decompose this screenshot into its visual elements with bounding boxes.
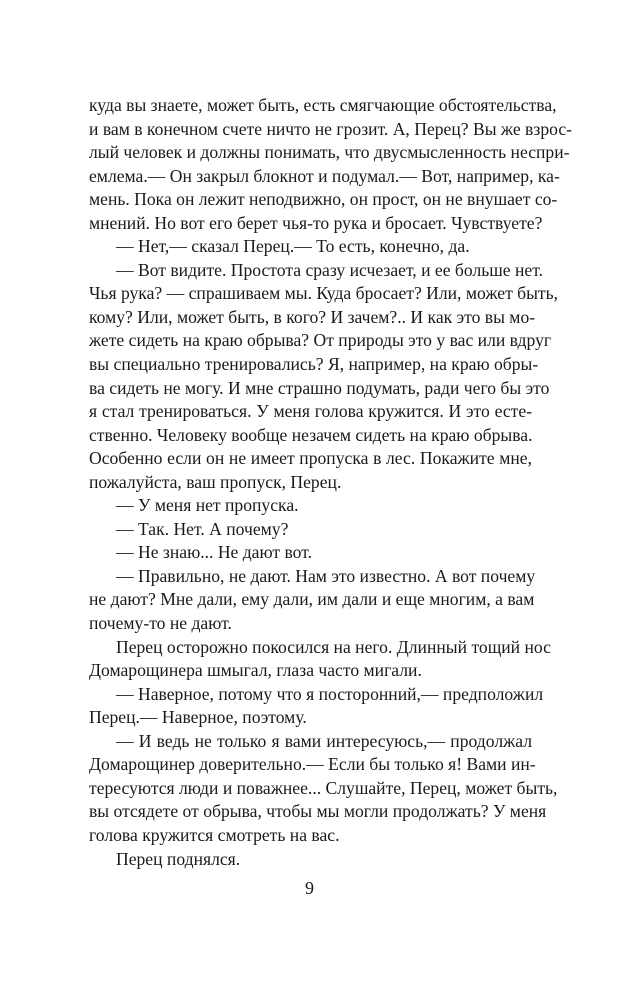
text-line: вы специально тренировались? Я, например, на краю обры- — [89, 354, 539, 375]
text-line: не дают? Мне дали, ему дали, им дали и еще многим, а вам — [89, 589, 535, 610]
text-line: и вам в конечном счете ничто не грозит. А, Перец? Вы же взрос- — [89, 118, 573, 139]
text-line: я стал тренироваться. У меня голова кружится. И это есте- — [89, 401, 532, 422]
text-line: вы отсядете от обрыва, чтобы мы могли продолжать? У меня — [89, 801, 547, 822]
page-number: 9 — [305, 878, 314, 898]
text-line: Особенно если он не имеет пропуска в лес. Покажите мне, — [89, 448, 532, 469]
text-line: тересуются люди и поважнее... Слушайте, Перец, может быть, — [89, 777, 558, 798]
text-line: Перец.— Наверное, поэтому. — [89, 707, 307, 728]
page-body — [89, 94, 573, 871]
text-line: Домарощинера шмыгал, глаза часто мигали. — [89, 660, 422, 681]
text-line: — И ведь не только я вами интересуюсь,— продолжал — [116, 730, 532, 751]
text-line: пожалуйста, ваш пропуск, Перец. — [89, 471, 342, 492]
text-line: Перец поднялся. — [116, 848, 241, 869]
text-line: — У меня нет пропуска. — [116, 495, 299, 516]
text-line: голова кружится смотреть на вас. — [89, 824, 340, 845]
text-line: куда вы знаете, может быть, есть смягчающие обстоятельства, — [89, 95, 557, 115]
text-line: — Вот видите. Простота сразу исчезает, и ее больше нет. — [116, 259, 543, 280]
text-line: Чья рука? — спрашиваем мы. Куда бросает? Или, может быть, — [89, 283, 559, 304]
text-line: ственно. Человеку вообще незачем сидеть на краю обрыва. — [89, 424, 533, 445]
text-line: — Наверное, потому что я посторонний,— предположил — [116, 683, 544, 704]
text-line: — Не знаю... Не дают вот. — [116, 542, 313, 563]
text-line: кому? Или, может быть, в кого? И зачем?.. И как это вы мо- — [89, 306, 536, 327]
text-line: ва сидеть не могу. И мне страшно подумать, ради чего бы это — [89, 377, 550, 398]
text-line: емлема.— Он закрыл блокнот и подумал.— Вот, например, ка- — [89, 165, 560, 186]
text-line: мень. Пока он лежит неподвижно, он прост, он не внушает со- — [89, 189, 558, 210]
text-line: — Правильно, не дают. Нам это известно. А вот почему — [116, 565, 536, 586]
text-line: Перец осторожно покосился на него. Длинный тощий нос — [116, 636, 551, 657]
text-line: жете сидеть на краю обрыва? От природы это у вас или вдруг — [89, 330, 552, 351]
text-line: лый человек и должны понимать, что двусмысленность неспри- — [89, 142, 570, 163]
text-line: — Так. Нет. А почему? — [116, 518, 289, 539]
text-line: мнений. Но вот его берет чья-то рука и бросает. Чувствуете? — [89, 212, 543, 233]
text-line: — Нет,— сказал Перец.— То есть, конечно, да. — [116, 236, 470, 257]
text-line: почему-то не дают. — [89, 613, 232, 634]
text-line: Домарощинер доверительно.— Если бы только я! Вами ин- — [89, 754, 536, 775]
